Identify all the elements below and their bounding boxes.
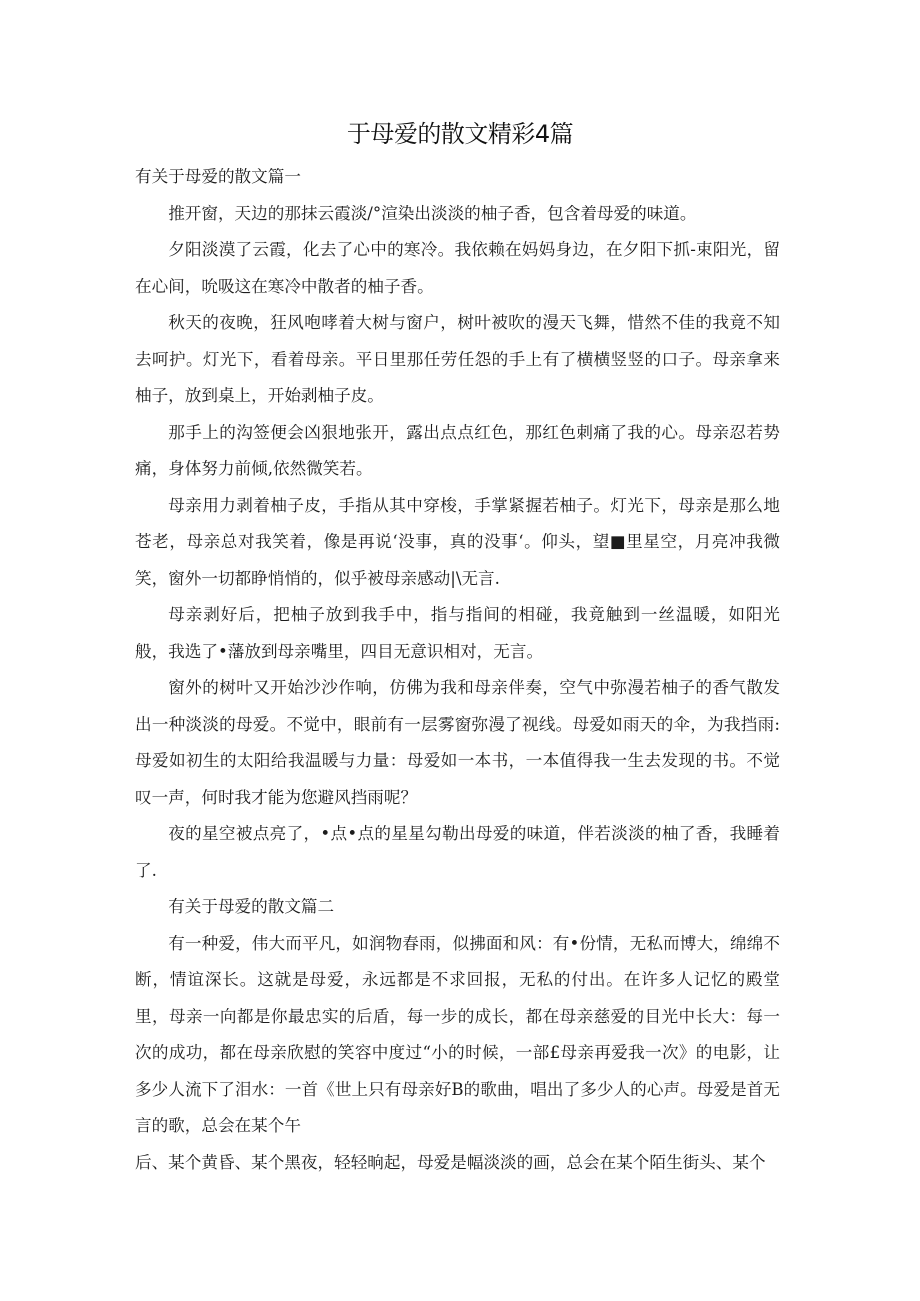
section-heading-2: 有关于母爱的散文篇二 xyxy=(168,897,335,916)
paragraph: 推开窗，天边的那抹云霞淡/°渲染出淡淡的柚子香，包含着母爱的味道。 xyxy=(168,203,697,223)
section-heading-1: 有关于母爱的散文篇一 xyxy=(135,167,301,186)
paragraph: 夜的星空被点亮了，•点•点的星星勾勒出母爱的味道，伴若淡淡的柚了香，我睡着了. xyxy=(135,824,780,880)
paragraph: 夕阳淡漠了云霞，化去了心中的寒冷。我依赖在妈妈身边，在夕阳下抓-束阳光，留在心间，吮吸这在寒冷中散者的柚子香。 xyxy=(135,240,780,296)
paragraph-continued: 后、某个黄昏、某个黑夜，轻轻晌起，母爱是幅淡淡的画，总会在某个陌生街头、某个 xyxy=(135,1152,766,1172)
page-title: 于母爱的散文精彩4篇 xyxy=(346,120,574,148)
paragraph: 有一种爱，伟大而平凡，如润物春雨，似拂面和风：有•份情，无私而博大，绵绵不断，情谊深长。这就是母爱，永远都是不求回报，无私的付出。在许多人记忆的殿堂里，母亲一向都是你最忠实的后盾，每一步的成长，都在母亲慈爱的目光中长大：每一次的成功，都在母亲欣慰的笑容中度过“小的时候，一部£母亲再爱我一次》的电影，让多少人流下了泪水：一首《世上只有母亲好B的歌曲，唱出了多少人的心声。母爱是首无言的歌，总会在某个午 xyxy=(135,933,780,1135)
paragraph: 母亲用力剥着柚子皮，手指从其中穿梭，手掌紧握若柚子。灯光下，母亲是那么地苍老，母亲总对我笑着，像是再说‘没事，真的没事‘。仰头，望■里星空，月亮冲我微笑，窗外一切都睁悄悄的，似乎被母亲感动|\无言. xyxy=(135,495,780,588)
paragraph: 那手上的沟签便会凶狠地张开，露出点点红色，那红色刺痛了我的心。母亲忍若势痛，身体努力前倾,依然微笑若。 xyxy=(135,422,780,478)
paragraph: 母亲剥好后，把柚子放到我手中，指与指间的相碰，我竟触到一丝温暖，如阳光般，我选了•藩放到母亲嘴里，四目无意识相对，无言。 xyxy=(135,605,780,661)
article-body xyxy=(135,159,780,1181)
paragraph: 窗外的树叶又开始沙沙作响，仿佛为我和母亲伴奏，空气中弥漫若柚子的香气散发出一种淡淡的母爱。不觉中，眼前有一层雾窗弥漫了视线。母爱如雨天的伞，为我挡雨:母爱如初生的太阳给我温暖与力量：母爱如一本书，一本值得我一生去发现的书。不觉叹一声，何时我才能为您避风挡雨呢？ xyxy=(135,678,780,807)
paragraph: 秋天的夜晚，狂风咆哮着大树与窗户，树叶被吹的漫天飞舞，惜然不佳的我竟不知去呵护。灯光下，看着母亲。平日里那任劳任怨的手上有了横横竖竖的口子。母亲拿来柚子，放到桌上，开始剥柚子皮。 xyxy=(135,313,780,405)
